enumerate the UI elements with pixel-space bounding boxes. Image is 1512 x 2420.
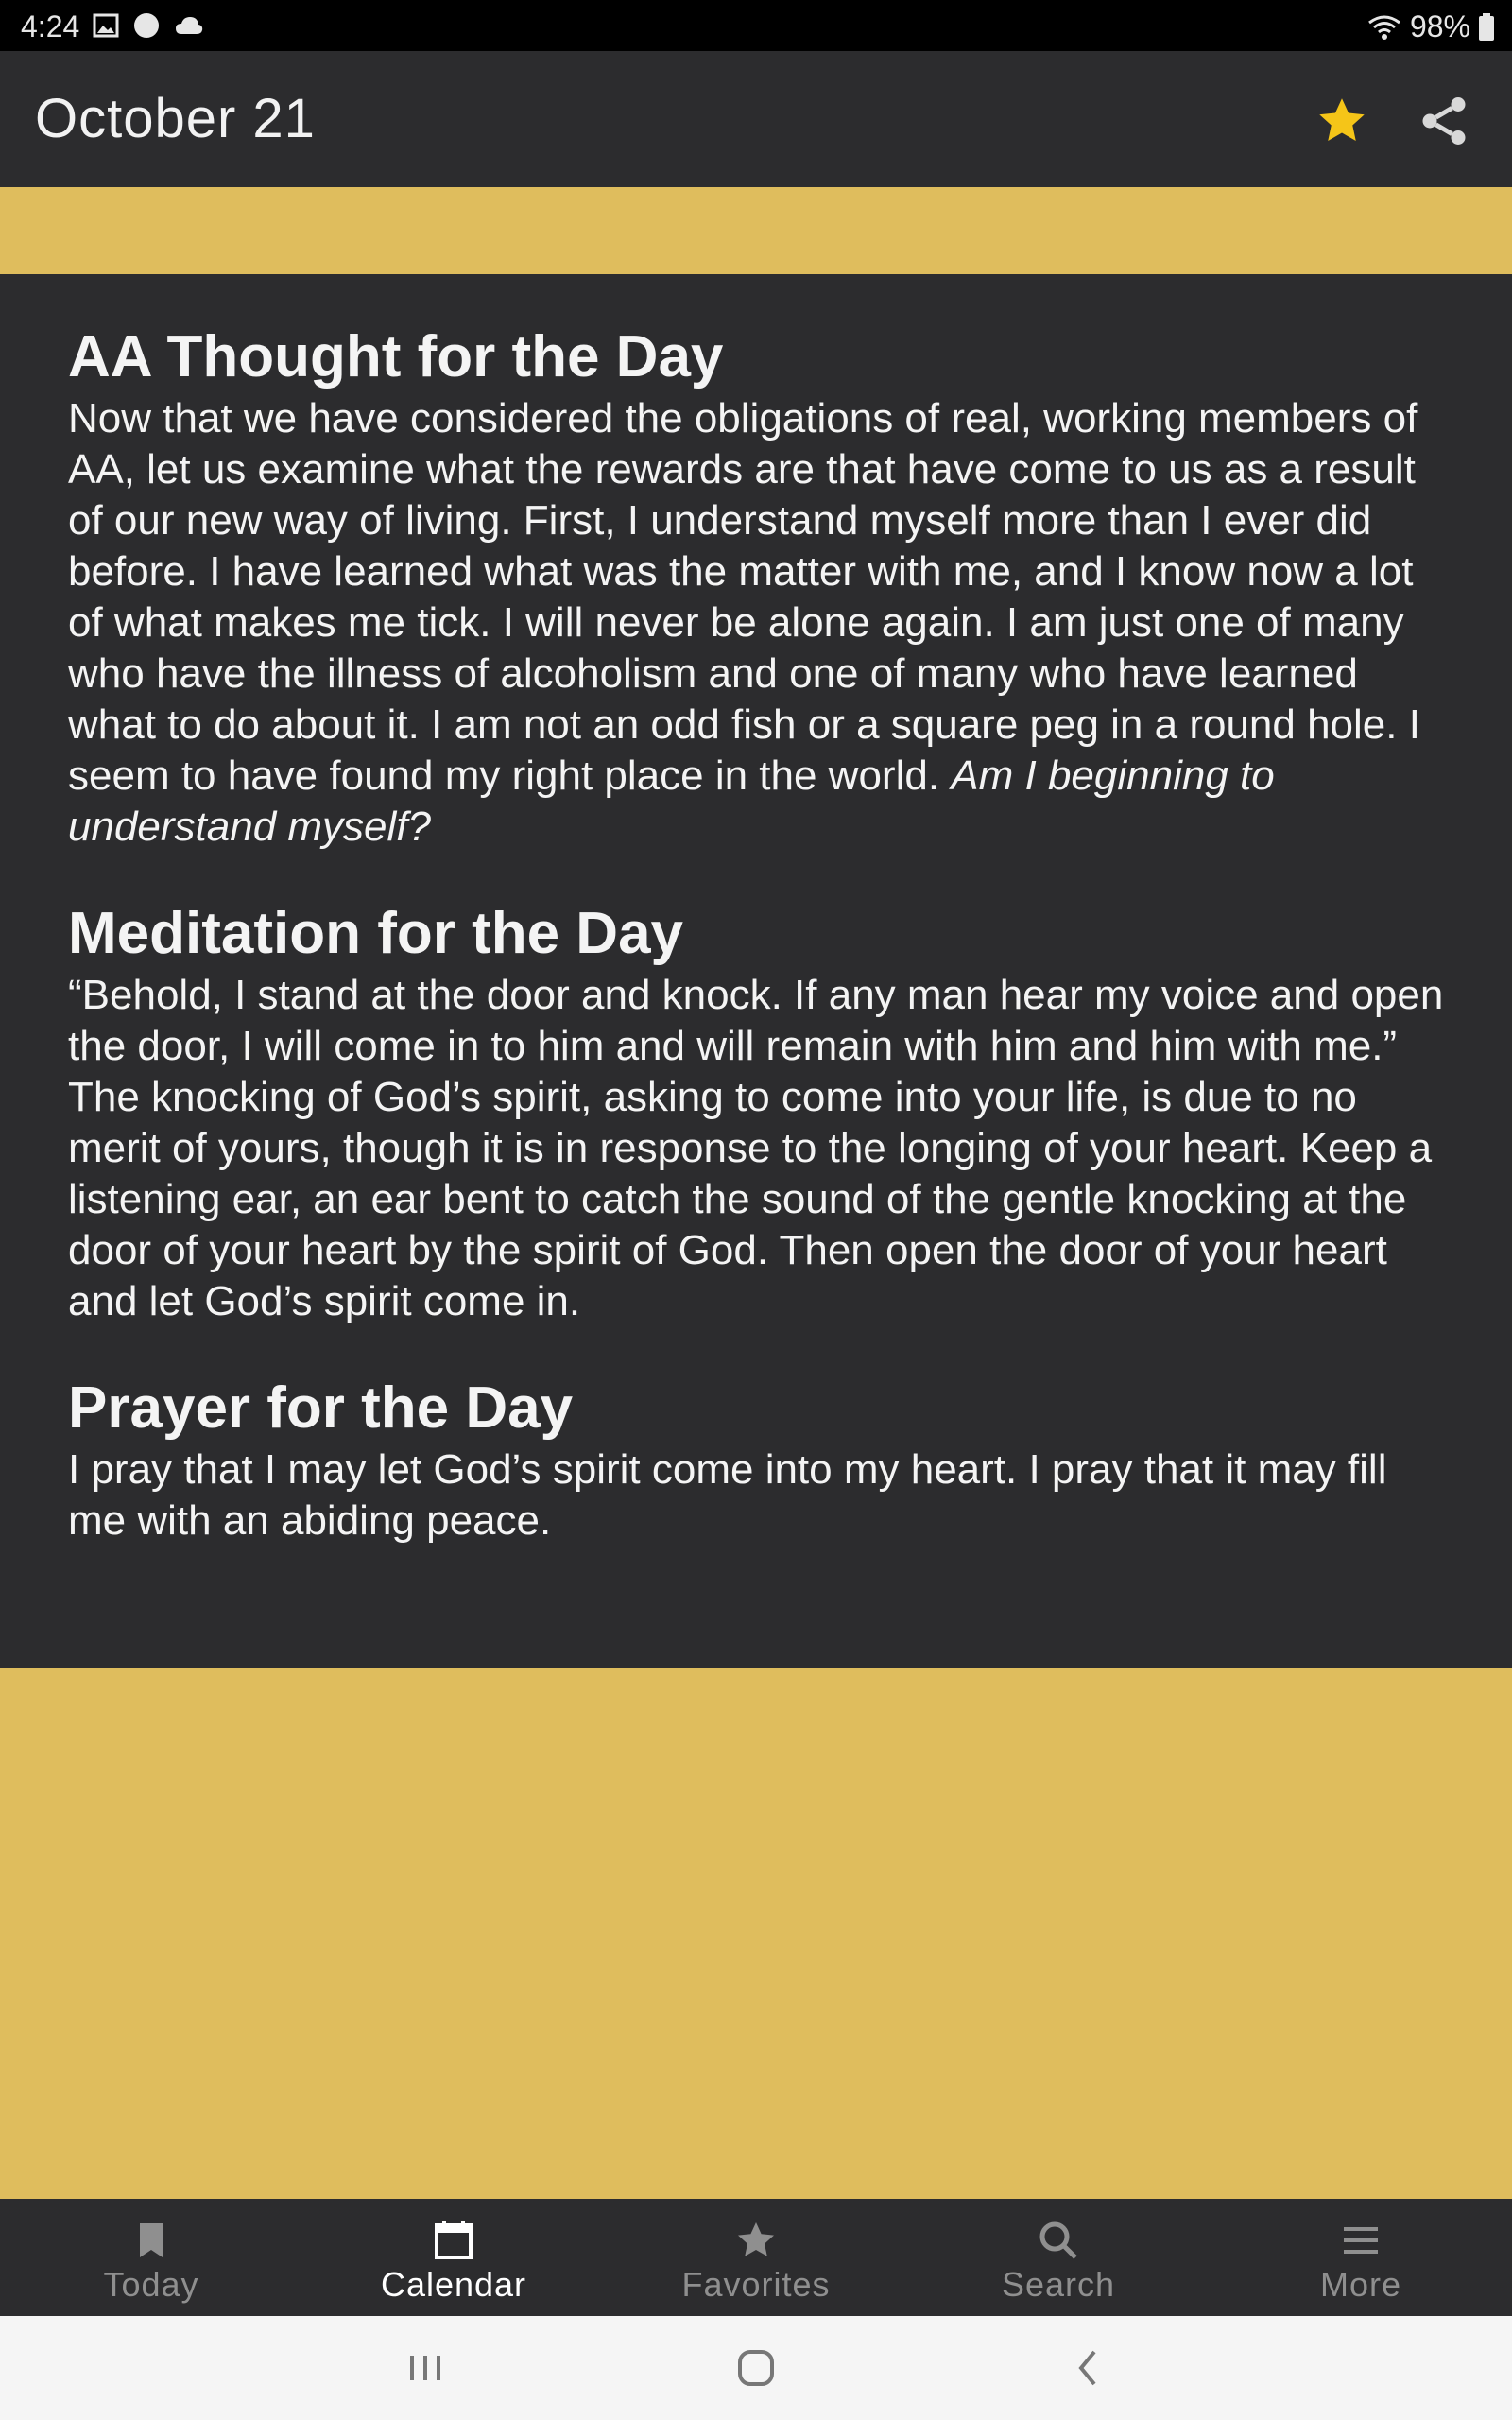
- thought-body: [68, 393, 1444, 853]
- star-icon: [733, 2218, 779, 2263]
- cloud-icon: [174, 15, 204, 36]
- thought-text: Now that we have considered the obligations of real, working members of AA, let us examine what the rewards are that have come to us as a result of our new way of living. First, I understand myself more than I ever did before. I have learned what was the matter with me, and I know now a lot of what makes me tick. I will never be alone again. I am just one of many who have the illness of alcoholism and one of many who have learned what to do about it. I am not an odd fish or a square peg in a round hole. I seem to have found my right place in the world.: [68, 395, 1420, 799]
- message-icon: [132, 11, 161, 40]
- recent-apps-icon: [397, 2344, 454, 2392]
- meditation-section: [68, 898, 1444, 1327]
- thought-question: Am I beginning to understand myself?: [68, 752, 1275, 850]
- back-button[interactable]: [1060, 2344, 1117, 2392]
- image-icon: [93, 13, 119, 38]
- wifi-icon: [1366, 14, 1402, 41]
- nav-more[interactable]: [1210, 2199, 1512, 2316]
- prayer-section: [68, 1373, 1444, 1547]
- status-bar: [0, 0, 1512, 51]
- status-time: 4:24: [21, 9, 80, 43]
- battery-level: 98%: [1409, 9, 1470, 43]
- nav-more-label: More: [1319, 2265, 1402, 2304]
- nav-calendar[interactable]: [302, 2199, 605, 2316]
- prayer-heading: Prayer for the Day: [68, 1375, 574, 1441]
- search-icon: [1036, 2218, 1081, 2263]
- thought-section: [68, 321, 1444, 853]
- back-icon: [1060, 2344, 1117, 2392]
- bottom-navigation: [0, 2199, 1512, 2316]
- status-right: [1366, 9, 1495, 44]
- nav-search-label: Search: [1001, 2265, 1116, 2304]
- home-button[interactable]: [728, 2344, 784, 2392]
- recent-apps-button[interactable]: [397, 2344, 454, 2392]
- home-icon: [728, 2344, 784, 2392]
- reading-content: [0, 274, 1512, 1668]
- nav-favorites[interactable]: [605, 2199, 907, 2316]
- nav-calendar-label: Calendar: [380, 2265, 527, 2304]
- star-icon: [1314, 93, 1370, 149]
- calendar-icon: [431, 2218, 476, 2263]
- nav-favorites-label: Favorites: [681, 2265, 831, 2304]
- status-icons: [93, 11, 204, 40]
- share-button[interactable]: [1416, 93, 1472, 149]
- system-navigation: [0, 2316, 1512, 2420]
- bookmark-icon: [129, 2218, 174, 2263]
- meditation-body: “Behold, I stand at the door and knock. If any man hear my voice and open the door, I will come in to him and will remain with him and him with me.” The knocking of God’s spirit, asking to come into your life, is due to no merit of yours, though it is in response to the longing of your heart. Keep a listening ear, an ear bent to catch the sound of the gentle knocking at the door of your heart by the spirit of God. Then open the door of your heart and let God’s spirit come in.: [68, 972, 1444, 1324]
- meditation-heading: Meditation for the Day: [68, 901, 684, 966]
- thought-heading: AA Thought for the Day: [68, 324, 724, 389]
- favorite-button[interactable]: [1314, 93, 1370, 149]
- prayer-body: I pray that I may let God’s spirit come into my heart. I pray that it may fill me with an abiding peace.: [68, 1446, 1387, 1544]
- share-icon: [1416, 93, 1472, 149]
- app-bar: [0, 51, 1512, 187]
- nav-today-label: Today: [103, 2265, 199, 2304]
- page-title: October 21: [35, 88, 316, 149]
- menu-icon: [1338, 2218, 1383, 2263]
- battery-icon: [1478, 13, 1495, 42]
- nav-today[interactable]: [0, 2199, 302, 2316]
- nav-search[interactable]: [907, 2199, 1210, 2316]
